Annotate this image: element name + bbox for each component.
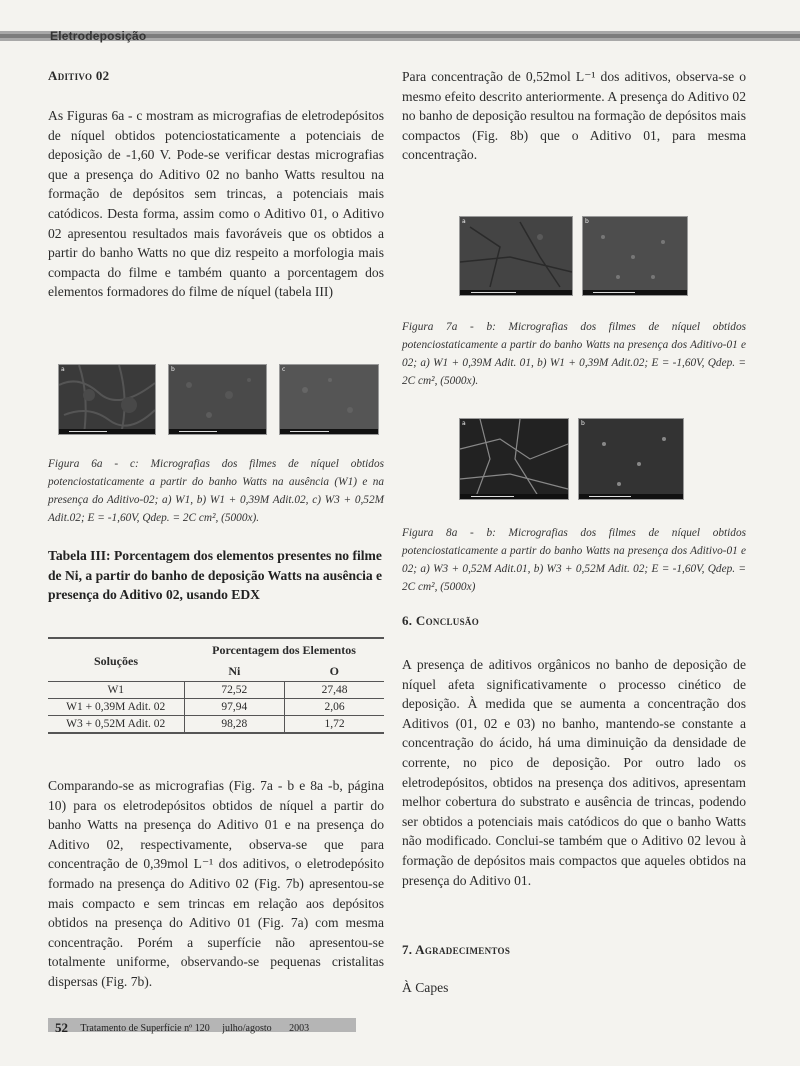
figure-8-caption: Figura 8a - b: Micrografias dos filmes de níquel obtidos potenciostaticamente a partir do banho Watts na presença dos Aditivo-01 e 02; a) W3 + 0,52M Adit.01, b) W3 + 0,52M Adit. 02; E = -1,60V, Qdep. = 2C cm², (5000x) <box>402 527 746 593</box>
acknowledgements-heading: 7. Agradecimentos <box>402 942 511 957</box>
left-paragraph-1: As Figuras 6a - c mostram as micrografias de eletrodepósitos de níquel obtidos potenciostaticamente a potenciais de deposição de -1,60 V. Pode-se verificar destas micrografias que a presença do Aditivo 02 no banho Watts resultou na formação de depósitos sem trincas, a potenciais mais catódicos. Desta forma, assim como o Aditivo 01, o Aditivo 02 apresentou resultados mais favoráveis que os obtidos a partir do banho Watts no que diz respeito a morfologia mais compacta do filme e também quanto a porcentagem dos elementos formadores do filme de níquel (tabela III) <box>48 108 384 300</box>
col-header-ni: Ni <box>228 664 241 678</box>
micrograph-7b: b <box>582 216 688 296</box>
figure-7-caption: Figura 7a - b: Micrografias dos filmes de níquel obtidos potenciostaticamente a partir do banho Watts na presença dos Aditivo-01 e 02; a) W1 + 0,39M Adit. 01, b) W1 + 0,39M Adit.02; E = -1,60V, Qdep. = 2C cm², (5000x). <box>402 321 746 387</box>
micrograph-8a: a <box>459 418 569 500</box>
col-header-solutions: Soluções <box>48 638 184 682</box>
micrograph-6b: b <box>168 364 267 435</box>
table-row: W3 + 0,52M Adit. 02 98,28 1,72 <box>48 716 384 734</box>
acknowledgements-text: À Capes <box>402 980 449 995</box>
conclusion-paragraph: A presença de aditivos orgânicos no banho de deposição de níquel afeta significativamente o processo cinético de deposição. À medida que se aumenta a concentração dos Aditivos (01, 02 e 03) no banho, mantendo-se constante a concentração do ácido, há uma diminuição da densidade de corrente, no pico de deposição. Por outro lado os eletrodepósitos, obtidos na presença dos aditivos, apresentam melhor cobertura do substrato e ausência de trincas, podendo ser obtidos a potenciais mais catódicos do que o banho Watts não modificado. Conclui-se também que o Aditivo 02 levou à formação de depósitos mais compactos que aqueles obtidos na presença do Aditivo 01. <box>402 657 746 888</box>
section-title: Eletrodeposição <box>50 29 147 43</box>
micrograph-6a: a <box>58 364 156 435</box>
conclusion-heading: 6. Conclusão <box>402 613 479 628</box>
journal-name: Tratamento de Superfície nº 120 <box>80 1023 210 1034</box>
micrograph-8b: b <box>578 418 684 500</box>
micrograph-7a: a <box>459 216 573 296</box>
right-paragraph-1: Para concentração de 0,52mol L⁻¹ dos aditivos, observa-se o mesmo efeito descrito anteriormente. A presença do Aditivo 02 no banho de deposição resultou na formação de depósitos mais compactos (Fig. 8b) que o Aditivo 01, para mesma concentração. <box>402 69 746 163</box>
page-number: 52 <box>55 1020 68 1035</box>
edx-table <box>48 637 384 734</box>
left-paragraph-2: Comparando-se as micrografias (Fig. 7a - b e 8a -b, página 10) para os eletrodepósitos obtidos de níquel a partir do banho Watts na presença do Aditivo 01 e na presença do Aditivo 02, respectivamente, observa-se que para concentração de 0,39mol L⁻¹ dos aditivos, o eletrodepósito formado na presença do Aditivo 02 (Fig. 7b) apresentou-se mais compacto e sem trincas em relação aos depósitos obtidos na presença do Aditivo 01 (Fig. 7a) com mesma concentração. Porém a superfície não apresentou-se totalmente uniforme, observando-se pequenas cristalitas dispersas (Fig. 7b). <box>48 778 384 989</box>
col-header-o: O <box>329 664 340 678</box>
micrograph-6c: c <box>279 364 379 435</box>
figure-6-caption: Figura 6a - c: Micrografias dos filmes de níquel obtidos potenciostaticamente a partir do banho Watts na ausência (W1) e na presença do Aditivo-02; a) W1, b) W1 + 0,39M Adit.02, c) W3 + 0,52M Adit.02; E = -1,60V, Qdep. = 2C cm², (5000x). <box>48 458 384 524</box>
issue: julho/agosto <box>222 1023 272 1034</box>
table-title: Tabela III: Porcentagem dos elementos presentes no filme de Ni, a partir do banho de deposição Watts na ausência e presença do Aditivo 02, usando EDX <box>48 548 383 603</box>
footer <box>55 1019 309 1035</box>
table-row: W1 + 0,39M Adit. 02 97,94 2,06 <box>48 699 384 716</box>
table-row: W1 72,52 27,48 <box>48 682 384 699</box>
col-header-group: Porcentagem dos Elementos <box>184 638 384 660</box>
subheading-aditivo-02: Aditivo 02 <box>48 68 110 83</box>
year: 2003 <box>289 1023 310 1034</box>
